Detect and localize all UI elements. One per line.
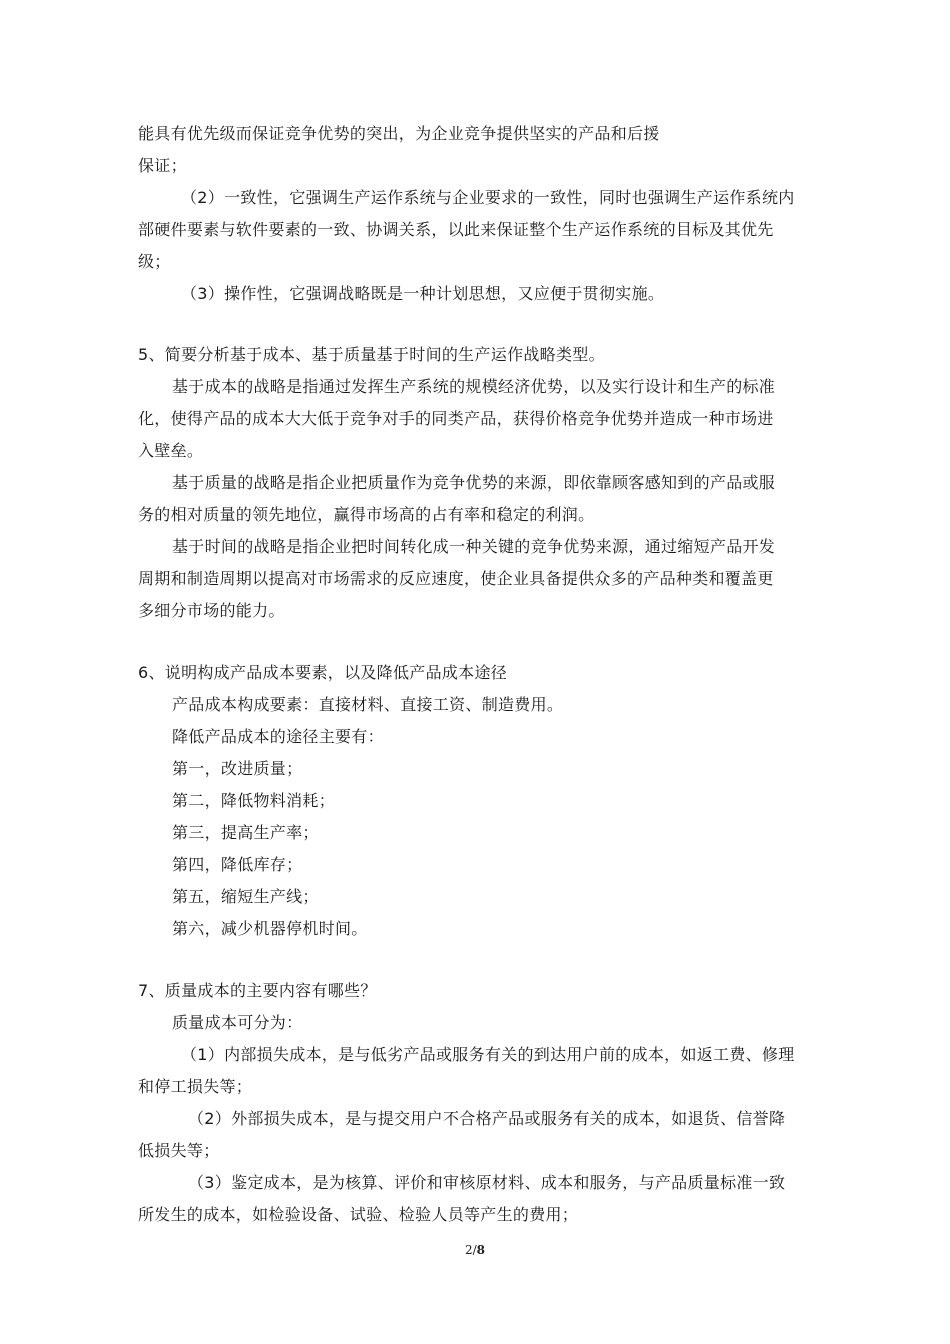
text-line: 务的相对质量的领先地位，赢得市场高的占有率和稳定的利润。 bbox=[138, 505, 595, 524]
text-line: 入壁垒。 bbox=[138, 441, 204, 460]
text-line: 级； bbox=[138, 252, 171, 271]
page-number bbox=[0, 1242, 950, 1258]
text-line: 能具有优先级而保证竞争优势的突出，为企业竞争提供坚实的产品和后援 bbox=[138, 124, 660, 143]
text-line: 所发生的成本，如检验设备、试验、检验人员等产生的费用； bbox=[138, 1205, 579, 1224]
text-line: （3）操作性，它强调战略既是一种计划思想，又应便于贯彻实施。 bbox=[181, 284, 665, 303]
text-line: （2）外部损失成本，是与提交用户不合格产品或服务有关的成本，如退货、信誉降 bbox=[188, 1109, 786, 1128]
list-item: 第一，改进质量； bbox=[172, 759, 303, 778]
text-line: 多细分市场的能力。 bbox=[138, 601, 285, 620]
page-number-total: 8 bbox=[476, 1243, 486, 1257]
section-heading-6: 6、说明构成产品成本要素，以及降低产品成本途径 bbox=[138, 663, 508, 682]
text-line: （1）内部损失成本，是与低劣产品或服务有关的到达用户前的成本，如返工费、修理 bbox=[181, 1045, 795, 1064]
list-item: 第六，减少机器停机时间。 bbox=[172, 919, 368, 938]
text-line: 产品成本构成要素：直接材料、直接工资、制造费用。 bbox=[172, 695, 564, 714]
page-number-current: 2/ bbox=[464, 1243, 477, 1257]
text-line: （3）鉴定成本，是为核算、评价和审核原材料、成本和服务，与产品质量标准一致 bbox=[188, 1173, 786, 1192]
list-item: 第二，降低物料消耗； bbox=[172, 791, 336, 810]
text-line: 部硬件要素与软件要素的一致、协调关系，以此来保证整个生产运作系统的目标及其优先 bbox=[138, 220, 774, 239]
section-heading-7: 7、质量成本的主要内容有哪些？ bbox=[138, 981, 377, 1000]
text-line: 低损失等； bbox=[138, 1141, 220, 1160]
list-item: 第四，降低库存； bbox=[172, 855, 303, 874]
text-line: 质量成本可分为： bbox=[172, 1013, 303, 1032]
list-item: 第三，提高生产率； bbox=[172, 823, 319, 842]
text-line: 基于时间的战略是指企业把时间转化成一种关键的竞争优势来源，通过缩短产品开发 bbox=[172, 537, 776, 556]
text-line: 基于质量的战略是指企业把质量作为竞争优势的来源，即依靠顾客感知到的产品或服 bbox=[172, 473, 776, 492]
section-heading-5: 5、简要分析基于成本、基于质量基于时间的生产运作战略类型。 bbox=[138, 345, 605, 364]
text-line: 基于成本的战略是指通过发挥生产系统的规模经济优势，以及实行设计和生产的标准 bbox=[172, 377, 776, 396]
text-line: （2）一致性，它强调生产运作系统与企业要求的一致性，同时也强调生产运作系统内 bbox=[181, 188, 795, 207]
text-line: 和停工损失等； bbox=[138, 1077, 253, 1096]
text-line: 降低产品成本的途径主要有： bbox=[172, 727, 384, 746]
text-line: 保证； bbox=[138, 156, 187, 175]
text-line: 周期和制造周期以提高对市场需求的反应速度，使企业具备提供众多的产品种类和覆盖更 bbox=[138, 569, 774, 588]
list-item: 第五，缩短生产线； bbox=[172, 887, 319, 906]
text-line: 化，使得产品的成本大大低于竞争对手的同类产品，获得价格竞争优势并造成一种市场进 bbox=[138, 409, 774, 428]
